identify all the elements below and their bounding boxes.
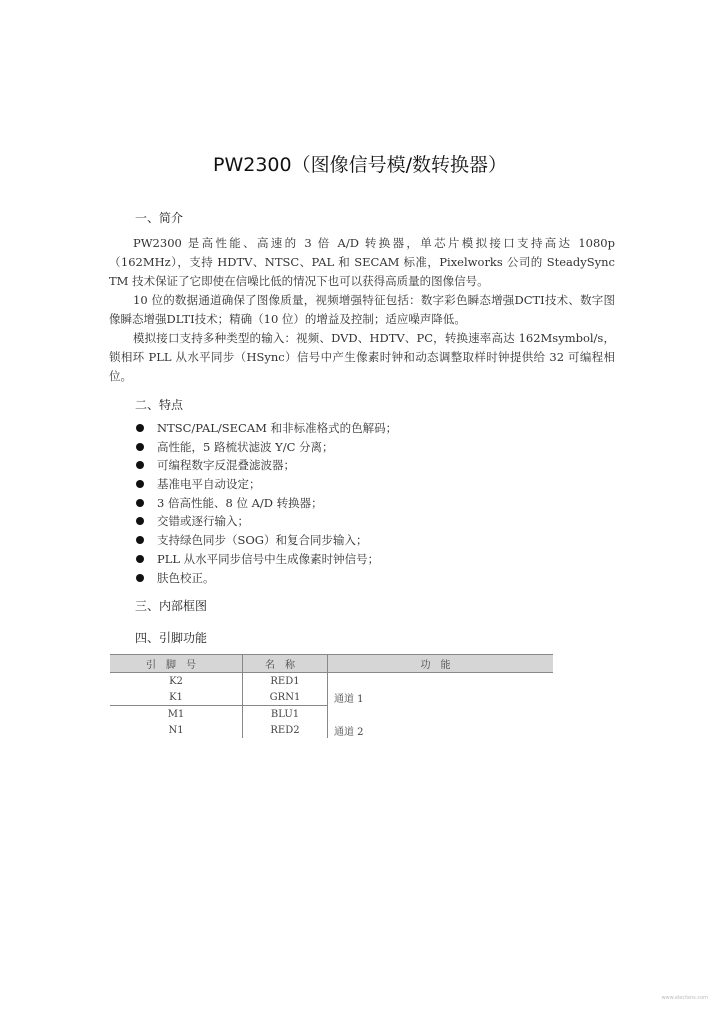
table-row: M1 BLU1 <box>110 706 553 723</box>
feature-list <box>135 419 397 587</box>
list-item: NTSC/PAL/SECAM 和非标准格式的色解码； <box>135 419 397 438</box>
list-item: 高性能，5 路梳状滤波 Y/C 分离； <box>135 438 397 457</box>
list-item: 交错或逐行输入； <box>135 512 397 531</box>
list-item: 肤色校正。 <box>135 569 397 588</box>
section-heading-block-diagram: 三、内部框图 <box>135 599 208 613</box>
table-header-row <box>110 655 553 673</box>
bullet-icon <box>136 536 144 544</box>
watermark: www.elecfans.com <box>661 995 708 1001</box>
section-heading-features: 二、特点 <box>135 398 184 412</box>
bullet-icon <box>136 499 144 507</box>
list-item: 支持绿色同步（SOG）和复合同步输入； <box>135 531 397 550</box>
bullet-icon <box>136 424 144 432</box>
intro-paragraph-3: 模拟接口支持多种类型的输入：视频、DVD、HDTV、PC，转换速率高达 162Msymbol/s，锁相环 PLL 从水平同步（HSync）信号中产生像素时钟和动态调整取样时钟提供给 32 可编程相位。 <box>109 331 615 383</box>
table-row: N1 RED2 通道 2 <box>110 722 553 738</box>
intro-paragraph-2: 10 位的数据通道确保了图像质量，视频增强特征包括：数字彩色瞬态增强DCTI技术、数字图像瞬态增强DLTI技术；精确（10 位）的增益及控制；适应噪声降低。 <box>109 293 615 326</box>
section-heading-intro: 一、简介 <box>135 211 184 225</box>
column-header-name: 名称 <box>243 655 328 673</box>
column-header-pin: 引脚号 <box>110 655 243 673</box>
table-row: K2 RED1 <box>110 673 553 690</box>
table-row: K1 GRN1 通道 1 <box>110 689 553 706</box>
bullet-icon <box>136 461 144 469</box>
bullet-icon <box>136 480 144 488</box>
bullet-icon <box>136 574 144 582</box>
list-item: 可编程数字反混叠滤波器； <box>135 456 397 475</box>
intro-paragraph-1: PW2300 是高性能、高速的 3 倍 A/D 转换器，单芯片模拟接口支持高达 1080p（162MHz），支持 HDTV、NTSC、PAL 和 SECAM 标准，Pixelworks 公司的 SteadySync TM 技术保证了它即使在信噪比低的情况下也可以获得高质量的图像信号。 <box>109 236 615 288</box>
intro-text <box>109 234 615 386</box>
list-item: PLL 从水平同步信号中生成像素时钟信号； <box>135 550 397 569</box>
list-item: 3 倍高性能、8 位 A/D 转换器； <box>135 494 397 513</box>
column-header-function: 功能 <box>328 655 554 673</box>
list-item: 基准电平自动设定； <box>135 475 397 494</box>
bullet-icon <box>136 517 144 525</box>
section-heading-pin-function: 四、引脚功能 <box>135 631 208 645</box>
bullet-icon <box>136 555 144 563</box>
page-title: PW2300（图像信号模/数转换器） <box>213 154 507 176</box>
pin-function-table <box>110 654 553 738</box>
bullet-icon <box>136 443 144 451</box>
